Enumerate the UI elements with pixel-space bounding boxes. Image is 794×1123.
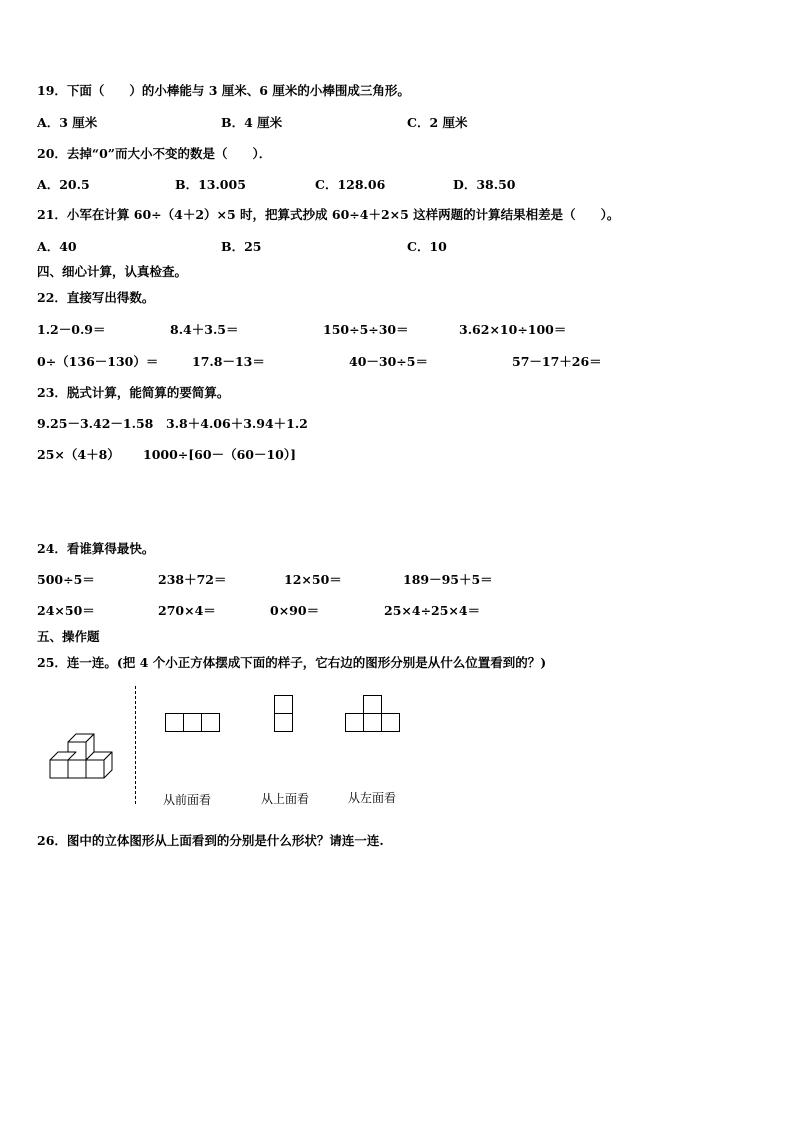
caption-top-view[interactable]: 从上面看 <box>261 792 310 806</box>
q20-option-c: C．128.06 <box>315 177 386 192</box>
q24-r2-c3: 0×90＝ <box>270 603 320 618</box>
q22-r1-c3: 150÷5÷30＝ <box>323 322 409 337</box>
q21-option-b: B．25 <box>221 239 262 254</box>
view-column-of-two[interactable] <box>274 695 294 733</box>
q24-r1-c2: 238＋72＝ <box>158 572 227 587</box>
q21-stem: 21．小军在计算 60÷（4＋2）×5 时，把算式抄成 60÷4＋2×5 这样两题的计算结果相差是（ ）。 <box>37 207 620 222</box>
q19-option-a: A．3 厘米 <box>37 115 98 130</box>
q23-stem: 23．脱式计算，能简算的要简算。 <box>37 385 230 400</box>
q21-option-a: A．40 <box>37 239 77 254</box>
q20-option-d: D．38.50 <box>453 177 516 192</box>
q23-r2-c2: 1000÷[60－（60－10）] <box>143 447 297 462</box>
view-t-shape[interactable] <box>345 695 403 733</box>
q22-r1-c2: 8.4＋3.5＝ <box>170 322 239 337</box>
q22-r2-c3: 40－30÷5＝ <box>349 354 428 369</box>
q24-r1-c3: 12×50＝ <box>284 572 342 587</box>
q22-r2-c2: 17.8－13＝ <box>192 354 265 369</box>
q22-r2-c1: 0÷（136－130）＝ <box>37 354 159 369</box>
q20-option-a: A．20.5 <box>37 177 90 192</box>
caption-left-view[interactable]: 从左面看 <box>348 791 397 805</box>
q23-r2-c1: 25×（4＋8） <box>37 447 120 462</box>
q25-stem: 25．连一连。(把 4 个小正方体摆成下面的样子，它右边的图形分别是从什么位置看到的？) <box>37 655 547 670</box>
cube-stack-figure <box>44 732 124 792</box>
q19-stem: 19．下面（ ）的小棒能与 3 厘米、6 厘米的小棒围成三角形。 <box>37 83 410 98</box>
q24-r2-c2: 270×4＝ <box>158 603 216 618</box>
dashed-divider <box>135 686 136 804</box>
q24-r1-c1: 500÷5＝ <box>37 572 95 587</box>
q20-stem: 20．去掉“0”而大小不变的数是（ ）． <box>37 146 272 161</box>
q23-r1-c2: 3.8＋4.06＋3.94＋1.2 <box>166 416 308 431</box>
q19-option-b: B．4 厘米 <box>221 115 283 130</box>
q23-r1-c1: 9.25－3.42－1.58 <box>37 416 154 431</box>
q22-r1-c1: 1.2－0.9＝ <box>37 322 106 337</box>
q26-stem: 26．图中的立体图形从上面看到的分别是什么形状？请连一连. <box>37 833 384 848</box>
caption-front-view[interactable]: 从前面看 <box>163 793 212 807</box>
q22-stem: 22．直接写出得数。 <box>37 290 155 305</box>
q24-stem: 24．看谁算得最快。 <box>37 541 155 556</box>
q21-option-c: C．10 <box>407 239 447 254</box>
section-4-heading: 四、细心计算，认真检查。 <box>37 264 188 279</box>
q22-r1-c4: 3.62×10÷100＝ <box>459 322 567 337</box>
q24-r1-c4: 189－95＋5＝ <box>403 572 493 587</box>
q24-r2-c1: 24×50＝ <box>37 603 95 618</box>
q20-option-b: B．13.005 <box>175 177 246 192</box>
section-5-heading: 五、操作题 <box>37 629 100 644</box>
q19-option-c: C．2 厘米 <box>407 115 468 130</box>
view-row-of-three[interactable] <box>165 713 221 733</box>
q24-r2-c4: 25×4÷25×4＝ <box>384 603 481 618</box>
q22-r2-c4: 57－17＋26＝ <box>512 354 602 369</box>
